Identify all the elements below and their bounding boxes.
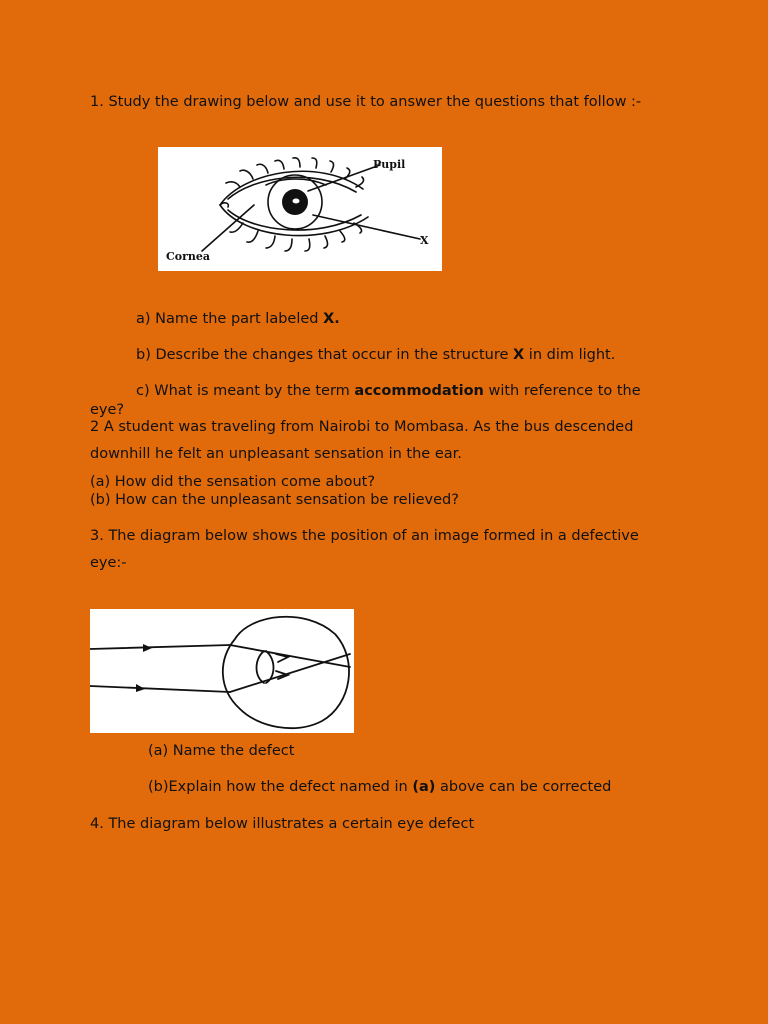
- q1-intro: 1. Study the drawing below and use it to answer the questions that follow :-: [90, 94, 642, 110]
- defective-eye-drawing: [90, 609, 354, 733]
- q1-part-c: c) What is meant by the term accommodation with reference to the: [136, 383, 641, 399]
- eye-external-drawing: [158, 147, 442, 271]
- label-pupil: Pupil: [373, 158, 406, 171]
- q1-part-b: b) Describe the changes that occur in the structure X in dim light.: [136, 347, 616, 363]
- defective-eye-figure: [90, 609, 354, 733]
- label-cornea: Cornea: [166, 250, 211, 263]
- q2-part-a: (a) How did the sensation come about?: [90, 474, 376, 490]
- q3-part-b: (b)Explain how the defect named in (a) above can be corrected: [148, 779, 612, 795]
- q3-line2: eye:-: [90, 555, 127, 571]
- q1-part-a: a) Name the part labeled X.: [136, 311, 340, 327]
- q4-intro: 4. The diagram below illustrates a certain eye defect: [90, 816, 475, 832]
- q1-part-c-wrap: eye?: [90, 402, 125, 418]
- q2-line2: downhill he felt an unpleasant sensation in the ear.: [90, 446, 462, 462]
- q3-line1: 3. The diagram below shows the position of an image formed in a defective: [90, 528, 639, 544]
- q2-part-b: (b) How can the unpleasant sensation be relieved?: [90, 492, 459, 508]
- q2-line1: 2 A student was traveling from Nairobi to Mombasa. As the bus descended: [90, 419, 634, 435]
- eye-external-figure: [158, 147, 442, 271]
- label-x: X: [420, 234, 429, 247]
- q3-part-a: (a) Name the defect: [148, 743, 295, 759]
